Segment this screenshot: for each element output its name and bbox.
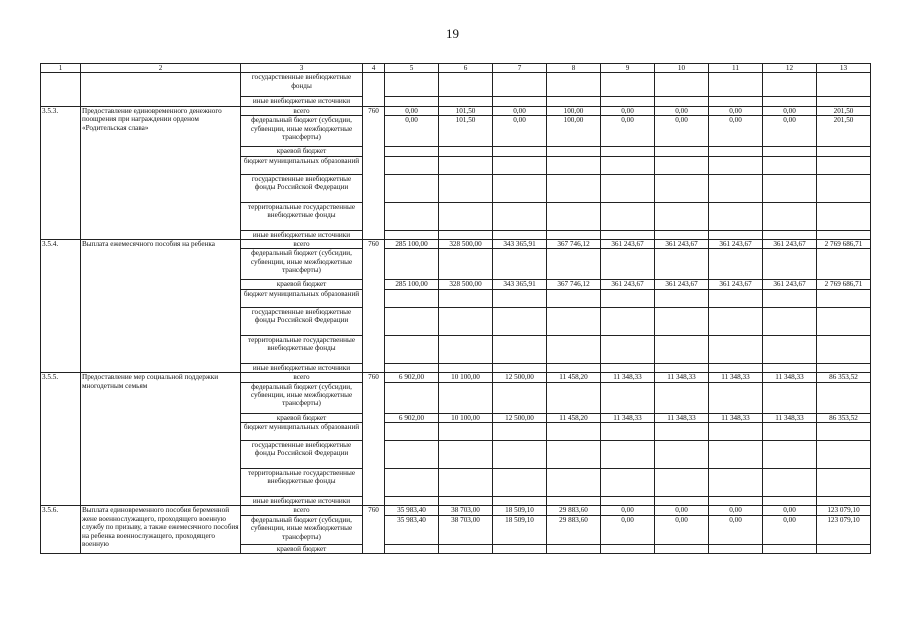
- value-cell: [817, 382, 871, 413]
- table-row: [41, 240, 871, 249]
- value-cell: [493, 469, 547, 497]
- value-cell: [817, 363, 871, 372]
- column-header: 8: [547, 64, 601, 73]
- value-cell: [385, 307, 439, 335]
- item-description: [81, 73, 241, 106]
- value-cell: 0,00: [493, 106, 547, 115]
- column-header: 11: [709, 64, 763, 73]
- page-number: 19: [446, 26, 459, 41]
- value-cell: 361 243,67: [763, 240, 817, 249]
- value-cell: 0,00: [601, 106, 655, 115]
- value-cell: [709, 469, 763, 497]
- value-cell: [601, 469, 655, 497]
- value-cell: 328 500,00: [439, 280, 493, 289]
- value-cell: 38 703,00: [439, 506, 493, 515]
- value-cell: 11 348,33: [655, 373, 709, 382]
- funding-source: государственные внебюджетные фонды Российской Федерации: [241, 174, 363, 202]
- value-cell: [601, 174, 655, 202]
- value-cell: [709, 544, 763, 553]
- value-cell: [493, 73, 547, 97]
- item-description: Предоставление мер социальной поддержки многодетным семьям: [81, 373, 241, 506]
- item-number: [41, 73, 81, 106]
- value-cell: [493, 174, 547, 202]
- value-cell: 12 500,00: [493, 373, 547, 382]
- value-cell: [763, 544, 817, 553]
- value-cell: [385, 230, 439, 239]
- value-cell: [493, 249, 547, 280]
- value-cell: [493, 363, 547, 372]
- value-cell: [385, 249, 439, 280]
- value-cell: 86 353,52: [817, 373, 871, 382]
- value-cell: [601, 544, 655, 553]
- value-cell: [385, 335, 439, 363]
- value-cell: [817, 174, 871, 202]
- value-cell: [439, 97, 493, 106]
- value-cell: [547, 469, 601, 497]
- value-cell: [763, 230, 817, 239]
- value-cell: [439, 423, 493, 441]
- value-cell: [439, 382, 493, 413]
- value-cell: 12 500,00: [493, 413, 547, 422]
- value-cell: [655, 423, 709, 441]
- value-cell: [493, 544, 547, 553]
- item-number: 3.5.3.: [41, 106, 81, 239]
- value-cell: [763, 469, 817, 497]
- funding-source: краевой бюджет: [241, 413, 363, 422]
- value-cell: [547, 307, 601, 335]
- value-cell: [601, 441, 655, 469]
- column-header: 3: [241, 64, 363, 73]
- value-cell: 361 243,67: [655, 280, 709, 289]
- value-cell: [817, 156, 871, 174]
- value-cell: 0,00: [763, 116, 817, 147]
- funding-source: государственные внебюджетные фонды: [241, 73, 363, 97]
- funding-source: федеральный бюджет (субсидии, субвенции, иные межбюджетные трансферты): [241, 382, 363, 413]
- column-header-row: [41, 64, 871, 73]
- value-cell: [601, 423, 655, 441]
- value-cell: [547, 202, 601, 230]
- value-cell: [655, 174, 709, 202]
- value-cell: 0,00: [655, 116, 709, 147]
- value-cell: [547, 174, 601, 202]
- value-cell: 0,00: [709, 515, 763, 544]
- budget-table: [40, 63, 871, 554]
- table-row: [41, 73, 871, 97]
- value-cell: 0,00: [601, 506, 655, 515]
- value-cell: [709, 147, 763, 156]
- value-cell: [655, 335, 709, 363]
- funding-source: краевой бюджет: [241, 544, 363, 553]
- value-cell: [709, 423, 763, 441]
- value-cell: [817, 230, 871, 239]
- budget-code: 760: [363, 106, 385, 239]
- value-cell: 0,00: [601, 515, 655, 544]
- value-cell: [763, 73, 817, 97]
- value-cell: [763, 156, 817, 174]
- value-cell: [493, 423, 547, 441]
- value-cell: [709, 289, 763, 307]
- value-cell: [601, 97, 655, 106]
- value-cell: [709, 335, 763, 363]
- value-cell: [493, 97, 547, 106]
- value-cell: 101,50: [439, 106, 493, 115]
- value-cell: [709, 156, 763, 174]
- value-cell: [547, 230, 601, 239]
- value-cell: 285 100,00: [385, 280, 439, 289]
- value-cell: [817, 469, 871, 497]
- value-cell: [817, 73, 871, 97]
- value-cell: [385, 156, 439, 174]
- value-cell: [817, 307, 871, 335]
- value-cell: [439, 156, 493, 174]
- value-cell: [547, 423, 601, 441]
- funding-source: федеральный бюджет (субсидии, субвенции, иные межбюджетные трансферты): [241, 116, 363, 147]
- value-cell: [547, 97, 601, 106]
- budget-code: 760: [363, 373, 385, 506]
- funding-source: федеральный бюджет (субсидии, субвенции, иные межбюджетные трансферты): [241, 249, 363, 280]
- value-cell: [385, 544, 439, 553]
- value-cell: 0,00: [709, 116, 763, 147]
- value-cell: [493, 289, 547, 307]
- value-cell: [655, 147, 709, 156]
- value-cell: [817, 497, 871, 506]
- value-cell: [601, 335, 655, 363]
- value-cell: [385, 97, 439, 106]
- value-cell: 2 769 686,71: [817, 280, 871, 289]
- value-cell: [385, 469, 439, 497]
- value-cell: [709, 97, 763, 106]
- value-cell: [439, 249, 493, 280]
- value-cell: 123 079,10: [817, 515, 871, 544]
- value-cell: [709, 307, 763, 335]
- value-cell: [439, 289, 493, 307]
- table-row: [41, 373, 871, 382]
- value-cell: [655, 441, 709, 469]
- value-cell: [763, 335, 817, 363]
- value-cell: 0,00: [763, 515, 817, 544]
- value-cell: [817, 289, 871, 307]
- value-cell: [655, 497, 709, 506]
- value-cell: [439, 363, 493, 372]
- value-cell: [547, 147, 601, 156]
- funding-source: территориальные государственные внебюджетные фонды: [241, 202, 363, 230]
- value-cell: 0,00: [385, 106, 439, 115]
- item-description: Выплата ежемесячного пособия на ребенка: [81, 240, 241, 373]
- value-cell: 328 500,00: [439, 240, 493, 249]
- value-cell: [709, 202, 763, 230]
- funding-source: государственные внебюджетные фонды Российской Федерации: [241, 441, 363, 469]
- value-cell: 123 079,10: [817, 506, 871, 515]
- funding-source: государственные внебюджетные фонды Российской Федерации: [241, 307, 363, 335]
- value-cell: [709, 382, 763, 413]
- table-row: [41, 506, 871, 515]
- value-cell: [817, 202, 871, 230]
- funding-source: бюджет муниципальных образований: [241, 289, 363, 307]
- funding-source: всего: [241, 106, 363, 115]
- value-cell: [655, 202, 709, 230]
- value-cell: [385, 289, 439, 307]
- value-cell: 361 243,67: [709, 240, 763, 249]
- value-cell: [439, 307, 493, 335]
- funding-source: бюджет муниципальных образований: [241, 423, 363, 441]
- funding-source: иные внебюджетные источники: [241, 497, 363, 506]
- column-header: 5: [385, 64, 439, 73]
- value-cell: 361 243,67: [763, 280, 817, 289]
- value-cell: [439, 147, 493, 156]
- value-cell: 0,00: [601, 116, 655, 147]
- value-cell: [493, 230, 547, 239]
- value-cell: 367 746,12: [547, 280, 601, 289]
- value-cell: [439, 73, 493, 97]
- funding-source: иные внебюджетные источники: [241, 230, 363, 239]
- value-cell: 0,00: [655, 506, 709, 515]
- value-cell: [655, 249, 709, 280]
- value-cell: [547, 249, 601, 280]
- value-cell: 101,50: [439, 116, 493, 147]
- value-cell: [763, 289, 817, 307]
- value-cell: [655, 363, 709, 372]
- value-cell: [817, 335, 871, 363]
- value-cell: [493, 307, 547, 335]
- value-cell: [439, 202, 493, 230]
- value-cell: [547, 441, 601, 469]
- item-number: 3.5.4.: [41, 240, 81, 373]
- value-cell: 11 348,33: [601, 373, 655, 382]
- value-cell: [601, 307, 655, 335]
- value-cell: [493, 147, 547, 156]
- value-cell: [493, 202, 547, 230]
- item-number: 3.5.6.: [41, 506, 81, 554]
- funding-source: бюджет муниципальных образований: [241, 156, 363, 174]
- value-cell: 361 243,67: [601, 240, 655, 249]
- value-cell: 201,50: [817, 116, 871, 147]
- value-cell: [385, 174, 439, 202]
- value-cell: 0,00: [763, 506, 817, 515]
- value-cell: [817, 544, 871, 553]
- value-cell: [547, 73, 601, 97]
- funding-source: федеральный бюджет (субсидии, субвенции, иные межбюджетные трансферты): [241, 515, 363, 544]
- funding-source: иные внебюджетные источники: [241, 97, 363, 106]
- column-header: 7: [493, 64, 547, 73]
- value-cell: 0,00: [655, 106, 709, 115]
- value-cell: [547, 335, 601, 363]
- value-cell: [601, 382, 655, 413]
- value-cell: [385, 497, 439, 506]
- value-cell: 343 365,91: [493, 240, 547, 249]
- value-cell: 11 348,33: [601, 413, 655, 422]
- funding-source: территориальные государственные внебюджетные фонды: [241, 469, 363, 497]
- funding-source: иные внебюджетные источники: [241, 363, 363, 372]
- value-cell: 6 902,00: [385, 373, 439, 382]
- value-cell: [385, 382, 439, 413]
- value-cell: 0,00: [709, 106, 763, 115]
- value-cell: [601, 147, 655, 156]
- value-cell: [817, 423, 871, 441]
- value-cell: 0,00: [655, 515, 709, 544]
- funding-source: краевой бюджет: [241, 280, 363, 289]
- value-cell: 201,50: [817, 106, 871, 115]
- value-cell: 18 509,10: [493, 506, 547, 515]
- value-cell: 0,00: [385, 116, 439, 147]
- value-cell: [655, 289, 709, 307]
- value-cell: [547, 382, 601, 413]
- value-cell: 35 983,40: [385, 506, 439, 515]
- value-cell: [709, 363, 763, 372]
- funding-source: территориальные государственные внебюджетные фонды: [241, 335, 363, 363]
- value-cell: [655, 382, 709, 413]
- value-cell: [763, 382, 817, 413]
- value-cell: [763, 97, 817, 106]
- value-cell: [439, 497, 493, 506]
- value-cell: [709, 174, 763, 202]
- value-cell: 11 458,20: [547, 373, 601, 382]
- value-cell: [655, 73, 709, 97]
- value-cell: [763, 307, 817, 335]
- value-cell: [817, 97, 871, 106]
- column-header: 12: [763, 64, 817, 73]
- value-cell: 100,00: [547, 106, 601, 115]
- value-cell: [493, 441, 547, 469]
- value-cell: [763, 423, 817, 441]
- value-cell: 361 243,67: [655, 240, 709, 249]
- value-cell: [439, 174, 493, 202]
- value-cell: 0,00: [709, 506, 763, 515]
- value-cell: [385, 73, 439, 97]
- value-cell: [601, 497, 655, 506]
- value-cell: [439, 441, 493, 469]
- budget-code: [363, 73, 385, 106]
- value-cell: 361 243,67: [709, 280, 763, 289]
- value-cell: [439, 230, 493, 239]
- value-cell: 35 983,40: [385, 515, 439, 544]
- value-cell: [709, 441, 763, 469]
- value-cell: [817, 249, 871, 280]
- column-header: 4: [363, 64, 385, 73]
- item-description: Выплата единовременного пособия беременной жене военнослужащего, проходящего военную службу по призыву, а также ежемесячного пособия на ребенка военнослужащего, проходящего военную: [81, 506, 241, 554]
- value-cell: 11 348,33: [709, 413, 763, 422]
- value-cell: 6 902,00: [385, 413, 439, 422]
- value-cell: [763, 497, 817, 506]
- value-cell: [601, 363, 655, 372]
- funding-source: всего: [241, 373, 363, 382]
- value-cell: [547, 497, 601, 506]
- item-number: 3.5.5.: [41, 373, 81, 506]
- value-cell: [385, 147, 439, 156]
- value-cell: [439, 335, 493, 363]
- column-header: 6: [439, 64, 493, 73]
- value-cell: [547, 289, 601, 307]
- funding-source: всего: [241, 506, 363, 515]
- value-cell: 285 100,00: [385, 240, 439, 249]
- value-cell: [385, 441, 439, 469]
- value-cell: 0,00: [493, 116, 547, 147]
- value-cell: [709, 73, 763, 97]
- column-header: 9: [601, 64, 655, 73]
- value-cell: [655, 230, 709, 239]
- value-cell: [709, 249, 763, 280]
- value-cell: 361 243,67: [601, 280, 655, 289]
- value-cell: 11 348,33: [655, 413, 709, 422]
- item-description: Предоставление единовременного денежного поощрения при награждении орденом «Родительская слава»: [81, 106, 241, 239]
- value-cell: [601, 230, 655, 239]
- value-cell: [439, 469, 493, 497]
- value-cell: [763, 363, 817, 372]
- value-cell: [493, 156, 547, 174]
- value-cell: 11 458,20: [547, 413, 601, 422]
- value-cell: [601, 202, 655, 230]
- column-header: 13: [817, 64, 871, 73]
- value-cell: [547, 544, 601, 553]
- value-cell: [547, 363, 601, 372]
- value-cell: 11 348,33: [763, 373, 817, 382]
- value-cell: 29 883,60: [547, 506, 601, 515]
- value-cell: [655, 469, 709, 497]
- value-cell: 29 883,60: [547, 515, 601, 544]
- value-cell: [655, 156, 709, 174]
- value-cell: [655, 97, 709, 106]
- value-cell: 11 348,33: [709, 373, 763, 382]
- value-cell: [493, 497, 547, 506]
- value-cell: 367 746,12: [547, 240, 601, 249]
- value-cell: [763, 441, 817, 469]
- value-cell: [817, 441, 871, 469]
- value-cell: 18 509,10: [493, 515, 547, 544]
- funding-source: всего: [241, 240, 363, 249]
- value-cell: [817, 147, 871, 156]
- value-cell: [601, 249, 655, 280]
- value-cell: [493, 335, 547, 363]
- value-cell: [763, 249, 817, 280]
- value-cell: [601, 73, 655, 97]
- value-cell: [601, 156, 655, 174]
- value-cell: 38 703,00: [439, 515, 493, 544]
- value-cell: [655, 544, 709, 553]
- value-cell: 343 365,91: [493, 280, 547, 289]
- value-cell: [385, 363, 439, 372]
- value-cell: [385, 202, 439, 230]
- budget-code: 760: [363, 506, 385, 554]
- value-cell: [709, 230, 763, 239]
- value-cell: [547, 156, 601, 174]
- value-cell: [655, 307, 709, 335]
- value-cell: 10 100,00: [439, 373, 493, 382]
- value-cell: 2 769 686,71: [817, 240, 871, 249]
- value-cell: 10 100,00: [439, 413, 493, 422]
- table-row: [41, 106, 871, 115]
- column-header: 1: [41, 64, 81, 73]
- value-cell: [763, 202, 817, 230]
- value-cell: 86 353,52: [817, 413, 871, 422]
- value-cell: [763, 147, 817, 156]
- value-cell: [439, 544, 493, 553]
- value-cell: [385, 423, 439, 441]
- funding-source: краевой бюджет: [241, 147, 363, 156]
- value-cell: [763, 174, 817, 202]
- value-cell: 11 348,33: [763, 413, 817, 422]
- budget-code: 760: [363, 240, 385, 373]
- value-cell: 0,00: [763, 106, 817, 115]
- column-header: 10: [655, 64, 709, 73]
- column-header: 2: [81, 64, 241, 73]
- value-cell: [493, 382, 547, 413]
- value-cell: [709, 497, 763, 506]
- value-cell: [601, 289, 655, 307]
- value-cell: 100,00: [547, 116, 601, 147]
